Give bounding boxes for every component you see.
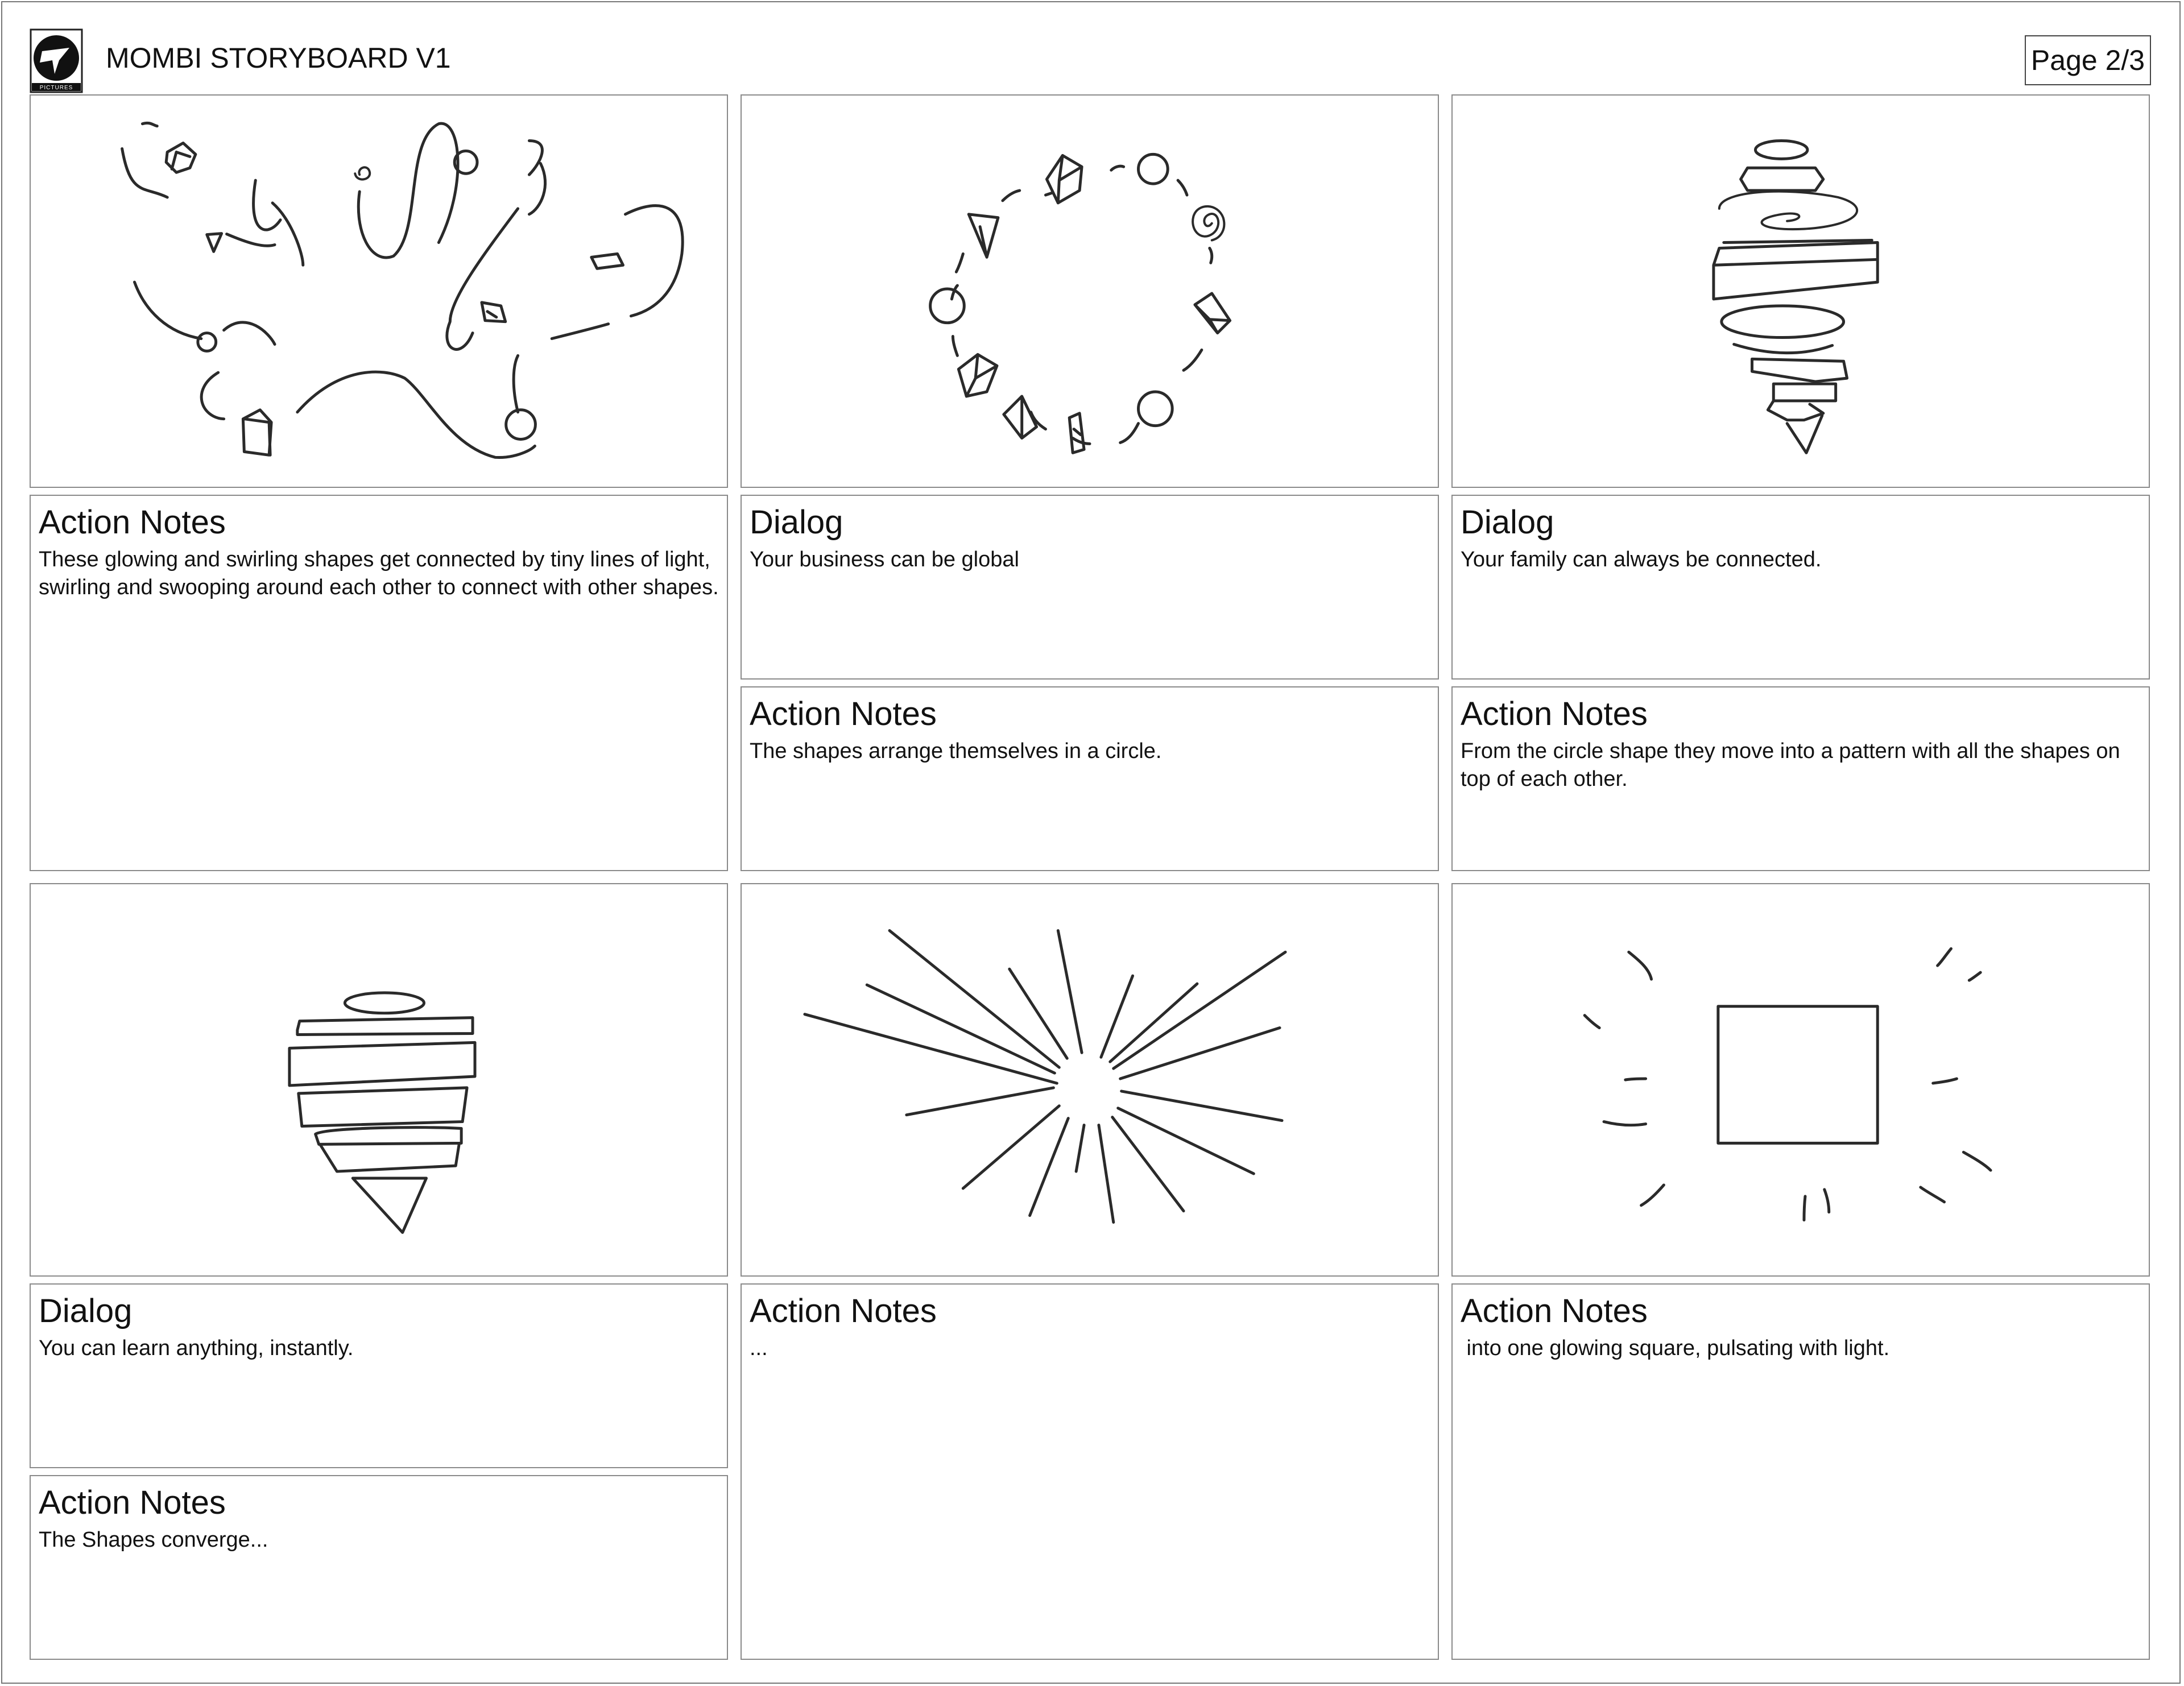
- sketch-stacked-shapes: [1453, 96, 2149, 487]
- panel-5-notes-box: [741, 1283, 1439, 1660]
- sketch-light-burst: [742, 884, 1438, 1275]
- panel-5-frame: [741, 883, 1439, 1277]
- action-notes-heading: Action Notes: [750, 1293, 937, 1329]
- dialog-heading: Dialog: [750, 504, 843, 541]
- panel-3-frame: [1451, 94, 2150, 488]
- sketch-circle-of-shapes: [742, 96, 1438, 487]
- panel-2-frame: [741, 94, 1439, 488]
- action-notes-text: into one glowing square, pulsating with light.: [1461, 1336, 1890, 1360]
- panel-4-notes-box: [30, 1475, 728, 1660]
- storyboard-title: MOMBI STORYBOARD V1: [106, 42, 451, 74]
- sketch-swirling-shapes: [31, 96, 727, 487]
- panel-4-dialog-box: [30, 1283, 728, 1468]
- dialog-text: You can learn anything, instantly.: [39, 1336, 354, 1360]
- panel-2-notes-box: [741, 686, 1439, 871]
- page-number-box: Page 2/3: [2025, 35, 2151, 85]
- dialog-text: Your family can always be connected.: [1461, 548, 1822, 571]
- panel-4-frame: [30, 883, 728, 1277]
- studio-logo: [30, 28, 83, 93]
- action-notes-text: The shapes arrange themselves in a circle.: [750, 739, 1162, 763]
- dialog-text: Your business can be global: [750, 548, 1019, 571]
- panel-6-frame: [1451, 883, 2150, 1277]
- sketch-glowing-square: [1453, 884, 2149, 1275]
- dialog-heading: Dialog: [1461, 504, 1554, 541]
- panel-1-notes-box: [30, 495, 728, 871]
- action-notes-heading: Action Notes: [750, 695, 937, 732]
- panel-2-dialog-box: [741, 495, 1439, 680]
- action-notes-heading: Action Notes: [1461, 1293, 1648, 1329]
- panel-6-notes-box: [1451, 1283, 2150, 1660]
- action-notes-text: The Shapes converge...: [39, 1528, 268, 1552]
- action-notes-heading: Action Notes: [1461, 695, 1648, 732]
- sketch-converging-stack: [31, 884, 727, 1275]
- svg-text:PICTURES: PICTURES: [39, 85, 73, 91]
- panel-3-notes-box: [1451, 686, 2150, 871]
- dialog-heading: Dialog: [39, 1293, 133, 1329]
- action-notes-heading: Action Notes: [39, 504, 226, 541]
- action-notes-text: These glowing and swirling shapes get connected by tiny lines of light, swirling and swooping around each other to connect with other shapes.: [39, 548, 719, 599]
- action-notes-text: From the circle shape they move into a pattern with all the shapes on top of each other.: [1461, 739, 2120, 791]
- action-notes-heading: Action Notes: [39, 1484, 226, 1521]
- action-notes-text: ...: [750, 1336, 768, 1360]
- panel-3-dialog-box: [1451, 495, 2150, 680]
- panel-1-frame: [30, 94, 728, 488]
